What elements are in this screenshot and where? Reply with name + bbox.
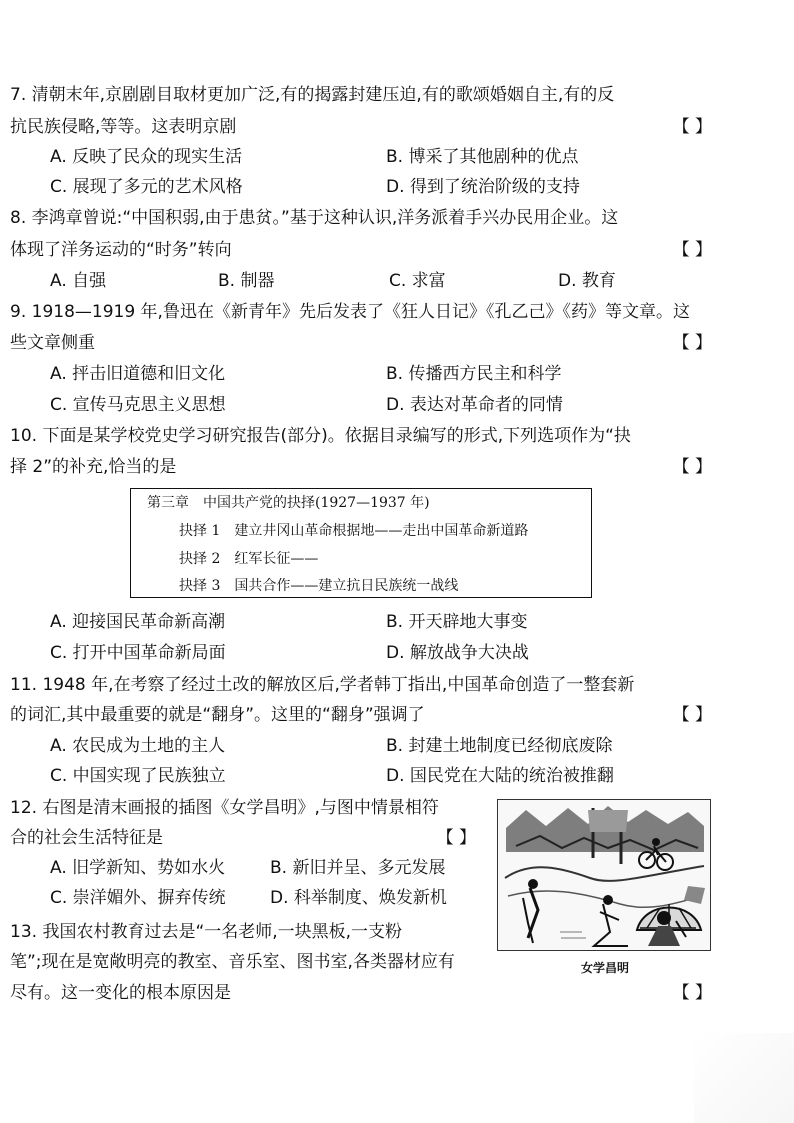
option-d: D. 国民党在大陆的统治被推翻 — [386, 766, 614, 786]
answer-bracket: 【 】 — [672, 117, 712, 137]
question-7-stem-line-1: 7. 清朝末年,京剧剧目取材更加广泛,有的揭露封建压迫,有的歌颂婚姻自主,有的反 — [10, 85, 615, 105]
answer-bracket: 【 】 — [672, 457, 712, 477]
table-of-contents-box — [130, 488, 592, 598]
answer-bracket: 【 】 — [672, 983, 712, 1003]
toc-chapter-title: 第三章 中国共产党的抉择(1927—1937 年) — [147, 495, 430, 511]
option-a: A. 反映了民众的现实生活 — [50, 147, 243, 167]
question-9-stem-line-1: 9. 1918—1919 年,鲁迅在《新青年》先后发表了《狂人日记》《孔乙己》《药》等文章。这 — [10, 302, 690, 322]
option-c: C. 中国实现了民族独立 — [50, 766, 226, 786]
question-13-stem-line-3: 尽有。这一变化的根本原因是 — [10, 983, 231, 1003]
question-13-stem-line-2: 笔”;现在是宽敞明亮的教室、音乐室、图书室,各类器材应有 — [10, 952, 455, 972]
option-b: B. 传播西方民主和科学 — [386, 364, 562, 384]
answer-bracket: 【 】 — [672, 240, 712, 260]
option-a: A. 抨击旧道德和旧文化 — [50, 364, 226, 384]
answer-bracket: 【 】 — [436, 828, 476, 848]
option-d: D. 教育 — [558, 271, 616, 291]
option-c: C. 崇洋媚外、摒弃传统 — [50, 888, 226, 908]
option-a: A. 旧学新知、势如水火 — [50, 858, 226, 878]
question-12-stem-line-1: 12. 右图是清末画报的插图《女学昌明》,与图中情景相符 — [10, 798, 439, 818]
option-a: A. 迎接国民革命新高潮 — [50, 612, 226, 632]
option-b: B. 制器 — [218, 271, 275, 291]
option-b: B. 新旧并呈、多元发展 — [270, 858, 446, 878]
question-12-stem-line-2: 合的社会生活特征是 — [10, 828, 163, 848]
option-c: C. 求富 — [389, 271, 446, 291]
figure-caption: 女学昌明 — [580, 961, 629, 975]
option-d: D. 得到了统治阶级的支持 — [386, 177, 580, 197]
question-13-stem-line-1: 13. 我国农村教育过去是“一名老师,一块黑板,一支粉 — [10, 922, 403, 942]
option-b: B. 封建土地制度已经彻底废除 — [386, 736, 613, 756]
question-10-stem-line-1: 10. 下面是某学校党史学习研究报告(部分)。依据目录编写的形式,下列选项作为“抉 — [10, 426, 631, 446]
scan-shadow — [694, 1033, 794, 1123]
toc-item-2: 抉择 2 红军长征—— — [179, 551, 319, 567]
question-8-stem-line-2: 体现了洋务运动的“时务”转向 — [10, 240, 232, 260]
question-11-stem-line-1: 11. 1948 年,在考察了经过土改的解放区后,学者韩丁指出,中国革命创造了一整套新 — [10, 675, 635, 695]
question-9-stem-line-2: 些文章侧重 — [10, 333, 95, 353]
answer-bracket: 【 】 — [672, 705, 712, 725]
option-b: B. 开天辟地大事变 — [386, 612, 528, 632]
question-8-stem-line-1: 8. 李鸿章曾说:“中国积弱,由于患贫。”基于这种认识,洋务派着手兴办民用企业。这 — [10, 208, 619, 228]
option-c: C. 宣传马克思主义思想 — [50, 395, 226, 415]
option-c: C. 展现了多元的艺术风格 — [50, 177, 243, 197]
toc-item-3: 抉择 3 国共合作——建立抗日民族统一战线 — [179, 578, 459, 594]
option-b: B. 博采了其他剧种的优点 — [386, 147, 579, 167]
option-d: D. 解放战争大决战 — [386, 643, 529, 663]
option-d: D. 表达对革命者的同情 — [386, 395, 563, 415]
question-11-stem-line-2: 的词汇,其中最重要的就是“翻身”。这里的“翻身”强调了 — [10, 705, 425, 725]
option-a: A. 农民成为土地的主人 — [50, 736, 226, 756]
option-a: A. 自强 — [50, 271, 107, 291]
question-10-stem-line-2: 择 2”的补充,恰当的是 — [10, 457, 177, 477]
option-c: C. 打开中国革命新局面 — [50, 643, 226, 663]
toc-item-1: 抉择 1 建立井冈山革命根据地——走出中国革命新道路 — [179, 523, 529, 539]
illustration-icon — [497, 799, 711, 951]
question-7-stem-line-2: 抗民族侵略,等等。这表明京剧 — [10, 117, 237, 137]
option-d: D. 科举制度、焕发新机 — [270, 888, 447, 908]
answer-bracket: 【 】 — [672, 333, 712, 353]
